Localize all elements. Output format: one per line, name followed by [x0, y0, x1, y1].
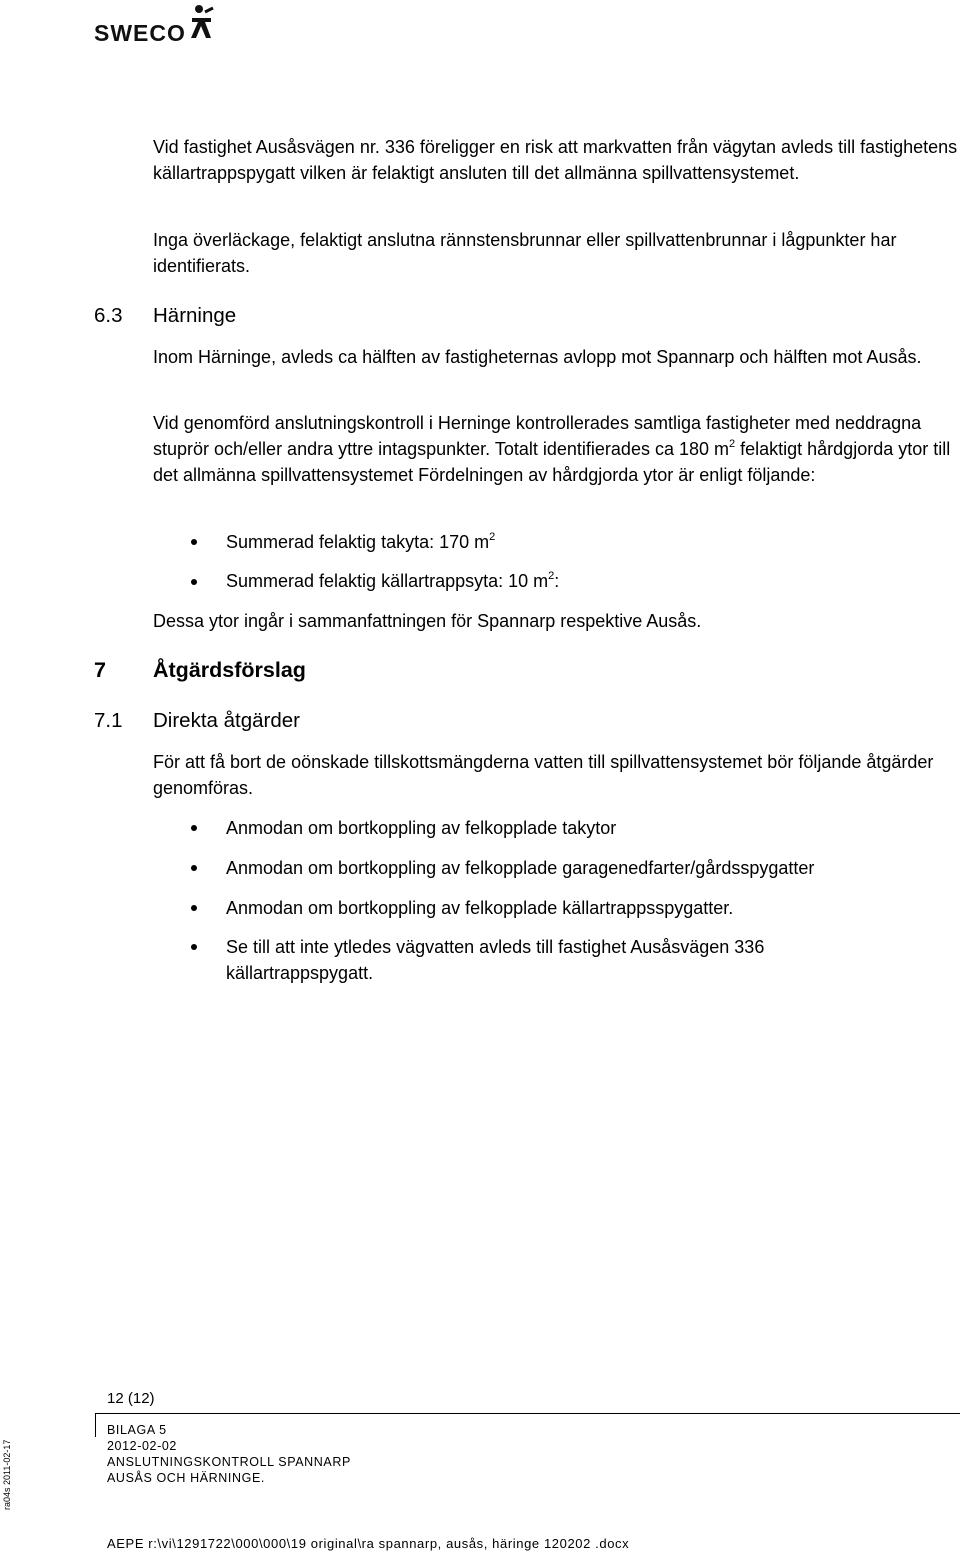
section-7-title: Åtgärdsförslag	[153, 658, 306, 682]
section-7-1-title: Direkta åtgärder	[153, 709, 300, 732]
superscript-2: 2	[489, 531, 496, 543]
file-path: AEPE r:\vi\1291722\000\000\19 original\ra spannarp, ausås, häringe 120202 .docx	[107, 1536, 630, 1551]
page-number: 12 (12)	[107, 1390, 155, 1407]
section-6-3-title: Härninge	[153, 304, 237, 327]
section-7-number: 7	[94, 658, 106, 682]
bullet-takyta	[226, 529, 956, 555]
footer-divider-vertical	[95, 1413, 96, 1437]
footer-line-date: 2012-02-02	[107, 1439, 177, 1453]
section-6-3-number: 6.3	[94, 304, 123, 327]
intro-paragraph-2: Inga överläckage, felaktigt anslutna rännstensbrunnar eller spillvattenbrunnar i lågpunkter har identifierats.	[153, 230, 897, 276]
section-6-3-paragraph-1: Inom Härninge, avleds ca hälften av fastigheternas avlopp mot Spannarp och hälften mot Ausås.	[153, 347, 922, 367]
footer-line-bilaga: BILAGA 5	[107, 1423, 167, 1437]
bullet-icon	[191, 579, 197, 585]
footer-line-title: ANSLUTNINGSKONTROLL SPANNARP	[107, 1455, 351, 1469]
section-6-3-paragraph-3: Dessa ytor ingår i sammanfattningen för Spannarp respektive Ausås.	[153, 611, 702, 631]
footer-divider	[95, 1413, 960, 1414]
sweco-logo	[94, 4, 224, 48]
bullet-icon	[191, 905, 197, 911]
section-6-3-paragraph-2	[153, 410, 959, 488]
bullet-icon	[191, 865, 197, 871]
logo-text: SWECO	[94, 20, 186, 46]
bullet-icon	[191, 539, 197, 545]
footer-line-subtitle: AUSÅS OCH HÄRNINGE.	[107, 1471, 265, 1485]
bullet-icon	[191, 825, 197, 831]
bullet-garagenedfarter: Anmodan om bortkoppling av felkopplade garagenedfarter/gårdsspygatter	[226, 858, 815, 878]
bullet-kallartrappsyta	[226, 568, 956, 594]
intro-paragraph-1: Vid fastighet Ausåsvägen nr. 336 föreligger en risk att markvatten från vägytan avleds till fastighetens källartrappspygatt vilken är felaktigt ansluten till det allmänna spillvattensystemet.	[153, 137, 958, 183]
bullet-text: Summerad felaktig källartrappsyta: 10 m	[226, 571, 549, 591]
paragraph-2-text-a: Vid genomförd anslutningskontroll i Herninge kontrollerades samtliga fastigheter med neddragna stuprör och/eller andra yttre intagspunkter. Totalt identifierades ca 180 m	[153, 413, 922, 459]
superscript-2: 2	[548, 570, 555, 582]
bullet-takytor: Anmodan om bortkoppling av felkopplade takytor	[226, 818, 617, 838]
bullet-vagvatten: Se till att inte ytledes vägvatten avleds till fastighet Ausåsvägen 336 källartrappspygatt.	[226, 937, 765, 983]
bullet-icon	[191, 944, 197, 950]
superscript-2: 2	[729, 438, 736, 450]
paragraph-2-text-b: felaktigt hårdgjorda ytor till det allmänna spillvattensystemet Fördelningen av hårdgjorda ytor är enligt följande:	[153, 439, 951, 485]
section-7-1-number: 7.1	[94, 709, 123, 732]
bullet-text: Summerad felaktig takyta: 170 m	[226, 532, 490, 552]
bullet-kallartrappsspygatter: Anmodan om bortkoppling av felkopplade källartrappsspygatter.	[226, 898, 734, 918]
sweco-mark-icon	[189, 4, 215, 42]
bullet-suffix: :	[554, 571, 560, 591]
section-7-1-paragraph: För att få bort de oönskade tillskottsmängderna vatten till spillvattensystemet bör följande åtgärder genomföras.	[153, 752, 934, 798]
side-template-code: ra04s 2011-02-17	[2, 1439, 12, 1510]
footer-info	[107, 1422, 351, 1486]
